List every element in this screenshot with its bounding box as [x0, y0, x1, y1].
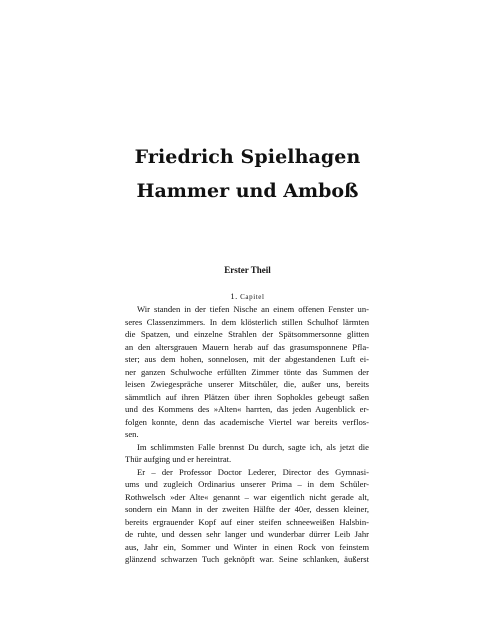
body-text [125, 303, 369, 566]
text-line: an den altersgrauen Mauern herab auf das grasumsponnene Pfla- [125, 341, 369, 352]
book-title: Hammer und Amboß [136, 180, 359, 202]
text-line: leisen Zwiegespräche unserer Mitschüler, die, außer uns, bereits [125, 379, 369, 389]
text-line: de ruhte, und dessen sehr langer und wunderbar dürrer Leib Jahr [125, 529, 369, 539]
chapter-heading [0, 291, 495, 301]
author-name: Friedrich Spielhagen [134, 146, 361, 168]
text-line: aus, Jahr ein, Sommer und Winter in einen Rock von feinstem [125, 541, 369, 552]
text-line: sämmtlich auf ihren Plätzen über ihren Sophokles gebeugt saßen [125, 391, 369, 402]
part-heading: Erster Theil [224, 265, 271, 275]
text-line: Im schlimmsten Falle brennst Du durch, sagte ich, als jetzt die [137, 441, 369, 452]
text-line: ner ganzen Schulwoche erfüllten Zimmer tönte das Summen der [125, 366, 369, 377]
text-line: und des Kommens des »Alten« harrten, das jeden Augenblick er- [125, 404, 369, 414]
text-line: ster; aus dem hohen, sonnelosen, mit der abgestandenen Luft ei- [125, 354, 369, 364]
chapter-number: 1. [230, 291, 238, 301]
text-line: Thür aufging und er hereintrat. [125, 454, 232, 464]
text-line: glänzend schwarzen Tuch geknöpft war. Seine schlanken, äußerst [125, 554, 369, 564]
text-line: Rothwelsch »der Alte« genannt – war eigentlich nicht gerade alt, [125, 491, 369, 502]
text-line: Er – der Professor Doctor Lederer, Director des Gymnasi- [137, 466, 369, 477]
text-line: ums und zugleich Ordinarius unserer Prima – in dem Schüler- [125, 479, 369, 489]
text-line: Wir standen in der tiefen Nische an einem offenen Fenster un- [137, 304, 369, 314]
text-line: sondern ein Mann in der zweiten Hälfte der 40er, dessen kleiner, [125, 504, 369, 514]
text-line: seres Classenzimmers. In dem klösterlich stillen Schulhof lärmten [125, 316, 369, 327]
text-line: die Spatzen, und einzelne Strahlen der Spätsommersonne glitten [125, 329, 369, 339]
chapter-label: Capitel [240, 293, 265, 301]
text-line: sen. [125, 429, 139, 439]
text-line: bereits ergrauender Kopf auf einer steifen schneeweißen Halsbin- [125, 516, 369, 527]
text-line: folgen konnte, denn das academische Viertel war bereits verflos- [125, 416, 369, 427]
